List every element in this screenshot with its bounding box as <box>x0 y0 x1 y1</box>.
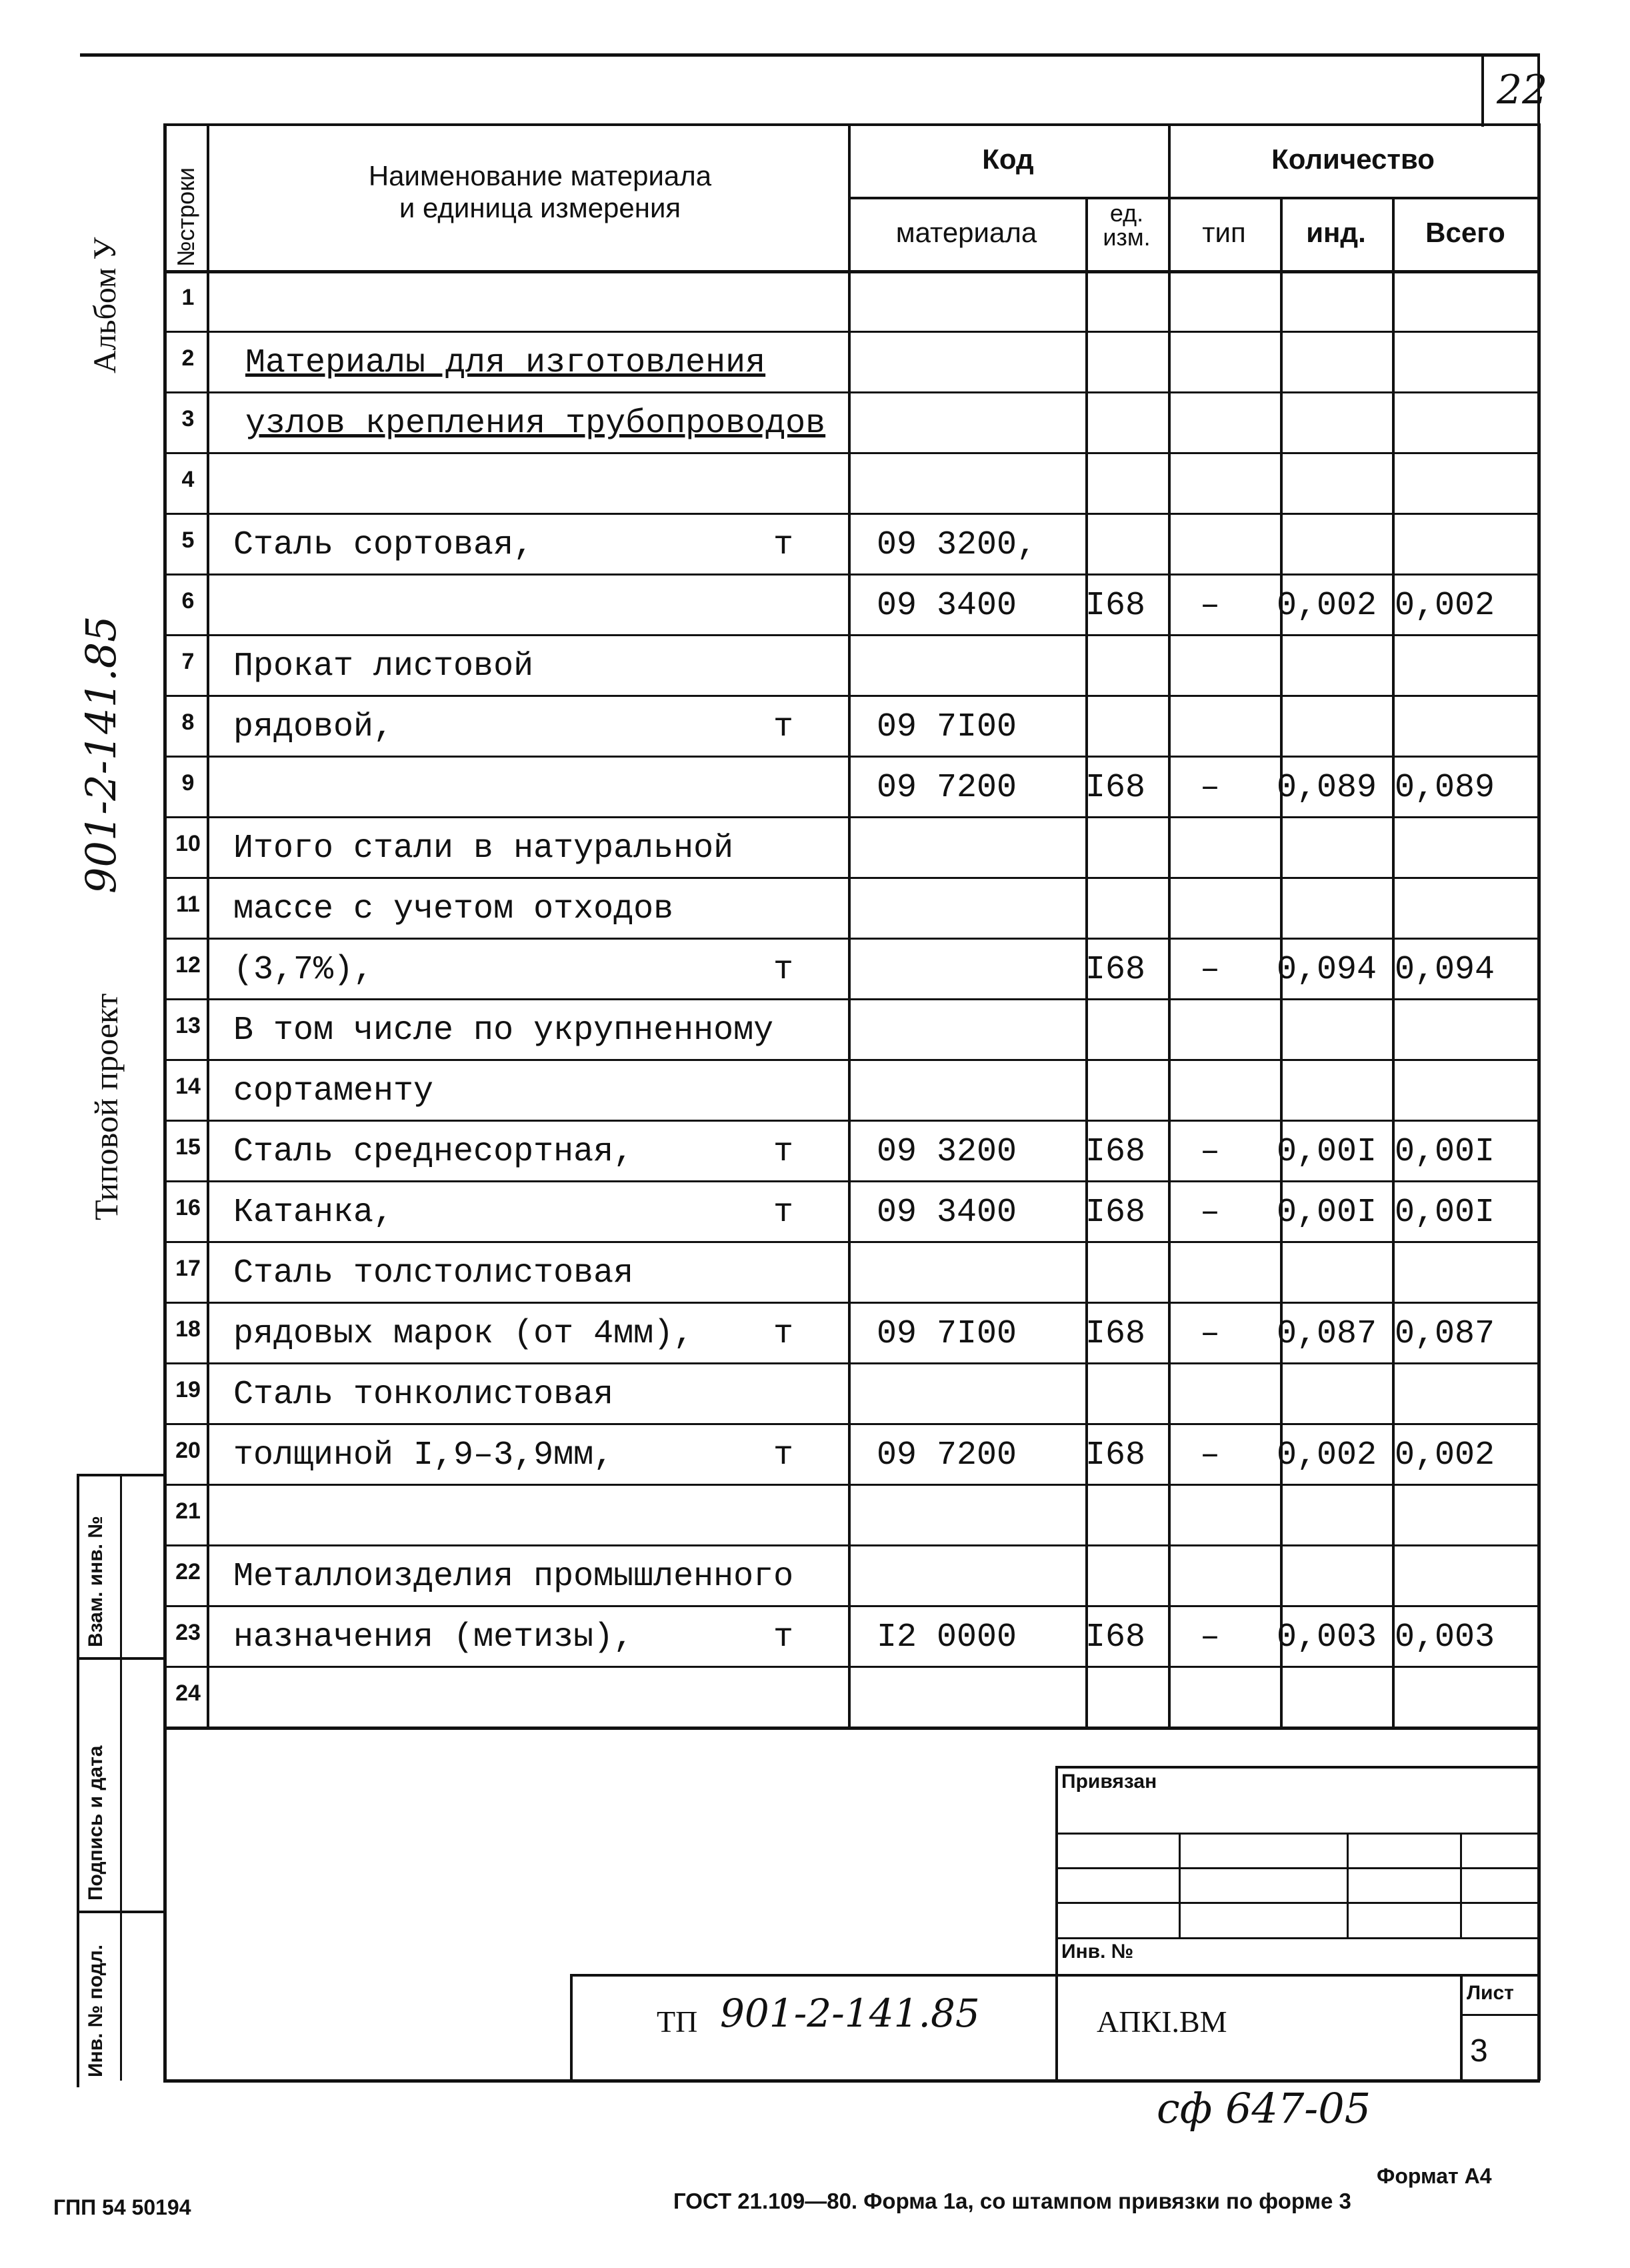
qty-total: 0,003 <box>1395 1618 1495 1656</box>
row-divider <box>163 513 1540 515</box>
qty-type: – <box>1200 1436 1221 1474</box>
unit-code: I68 <box>1085 1194 1146 1232</box>
qty-type: – <box>1200 587 1221 625</box>
row-number: 4 <box>181 467 195 492</box>
qty-type: – <box>1200 951 1221 989</box>
sheet-cell-sep <box>1460 2014 1540 2016</box>
doc-code: АПКI.ВМ <box>1097 2005 1227 2039</box>
material-name: Сталь толстолистовая <box>233 1254 634 1292</box>
unit-of-measure: т <box>773 1133 794 1171</box>
stamp-row-3 <box>1055 1902 1537 1904</box>
sheet-label: Лист <box>1467 1982 1514 2004</box>
qty-type: – <box>1200 1315 1221 1353</box>
qty-total: 0,089 <box>1395 769 1495 807</box>
material-name: сортаменту <box>233 1072 434 1110</box>
qty-total: 0,002 <box>1395 1436 1495 1474</box>
qty-ind: 0,087 <box>1277 1315 1377 1353</box>
stamp-row-4 <box>1055 1937 1537 1939</box>
material-name: Прокат листовой <box>233 648 534 686</box>
top-frame-line <box>80 53 1540 57</box>
frame-left <box>163 123 167 2081</box>
row-divider <box>163 1666 1540 1668</box>
material-name: рядовых марок (от 4мм), <box>233 1315 694 1353</box>
material-code: 09 7200 <box>877 769 1017 807</box>
row-divider <box>163 1423 1540 1425</box>
unit-code: I68 <box>1085 1133 1146 1171</box>
col-code-line <box>848 123 851 1727</box>
unit-of-measure: т <box>773 951 794 989</box>
unit-of-measure: т <box>773 1618 794 1656</box>
qty-type-header: тип <box>1202 217 1246 248</box>
material-code: 09 3200 <box>877 1133 1017 1171</box>
material-name: массе с учетом отходов <box>233 890 674 928</box>
material-code: 09 3400 <box>877 1194 1017 1232</box>
qty-total-header: Всего <box>1425 217 1505 248</box>
row-number: 20 <box>175 1438 201 1463</box>
row-divider <box>163 1120 1540 1122</box>
unit-code: I68 <box>1085 587 1146 625</box>
row-divider <box>163 1544 1540 1546</box>
row-number: 2 <box>181 345 195 371</box>
page-number-box-left <box>1481 53 1484 127</box>
qty-total: 0,002 <box>1395 587 1495 625</box>
qty-total: 0,00I <box>1395 1194 1495 1232</box>
row-divider <box>163 574 1540 576</box>
row-divider <box>163 1302 1540 1304</box>
row-number: 14 <box>175 1074 201 1099</box>
material-code: 09 7I00 <box>877 708 1017 746</box>
stamp-top <box>1055 1766 1537 1769</box>
row-number: 23 <box>175 1620 201 1645</box>
row-number: 9 <box>181 770 195 796</box>
material-name: Сталь среднесортная, <box>233 1133 634 1171</box>
row-number: 15 <box>175 1134 201 1160</box>
qty-type: – <box>1200 1618 1221 1656</box>
material-code: 09 3400 <box>877 587 1017 625</box>
footer-right: ГОСТ 21.109—80. Форма 1а, со штампом привязки по форме 3 <box>673 2189 1351 2213</box>
page-number: 22 <box>1497 67 1548 113</box>
unit-of-measure: т <box>773 1194 794 1232</box>
row-divider <box>163 877 1540 879</box>
stamp-left <box>1055 1766 1058 2083</box>
row-number-header: №строки <box>172 167 199 267</box>
qty-ind: 0,00I <box>1277 1133 1377 1171</box>
material-name: Сталь сортовая, <box>233 526 534 564</box>
privyazan-label: Привязан <box>1061 1771 1157 1793</box>
qty-ind: 0,00I <box>1277 1194 1377 1232</box>
row-number: 16 <box>175 1195 201 1220</box>
row-number: 18 <box>175 1316 201 1342</box>
unit-of-measure: т <box>773 708 794 746</box>
row-number: 19 <box>175 1377 201 1402</box>
material-code: 09 7200 <box>877 1436 1017 1474</box>
row-divider <box>163 1605 1540 1607</box>
row-number: 11 <box>176 892 200 917</box>
tp-prefix: ТП <box>657 2005 698 2039</box>
row-divider <box>163 1241 1540 1243</box>
row-number: 17 <box>175 1256 201 1281</box>
unit-of-measure: т <box>773 1436 794 1474</box>
table-bottom <box>163 1727 1540 1730</box>
row-divider <box>163 634 1540 636</box>
qty-ind: 0,003 <box>1277 1618 1377 1656</box>
row-number: 22 <box>175 1559 201 1584</box>
header-code-qty-split <box>848 197 1538 199</box>
unit-code: I68 <box>1085 1315 1146 1353</box>
material-name: рядовой, <box>233 708 394 746</box>
stamp-col-3 <box>1460 1833 1462 1937</box>
name-header: Наименование материала и единица измерения <box>368 160 712 224</box>
qty-type: – <box>1200 1194 1221 1232</box>
code-unit-header: ед. изм. <box>1103 199 1151 251</box>
title-block-left <box>570 1974 573 2081</box>
frame-header-top <box>163 123 1540 126</box>
handwritten-note: сф 647-05 <box>1157 2084 1371 2133</box>
row-number: 3 <box>181 406 195 431</box>
row-divider <box>163 695 1540 697</box>
sheet-number: 3 <box>1470 2033 1488 2069</box>
material-name: В том числе по укрупненному <box>233 1012 774 1050</box>
margin-inner-line <box>120 1474 122 2081</box>
footer-left: ГПП 54 50194 <box>53 2195 191 2219</box>
unit-code: I68 <box>1085 1618 1146 1656</box>
row-divider <box>163 1180 1540 1182</box>
row-number: 8 <box>181 710 195 735</box>
row-divider <box>163 1362 1540 1364</box>
row-number: 24 <box>175 1680 201 1706</box>
material-code: 09 3200, <box>877 526 1037 564</box>
material-name: (3,7%), <box>233 951 374 989</box>
row-divider <box>163 1059 1540 1061</box>
row-divider <box>163 452 1540 454</box>
unit-code: I68 <box>1085 1436 1146 1474</box>
qty-type: – <box>1200 769 1221 807</box>
stamp-col-1 <box>1179 1833 1181 1937</box>
title-block-top <box>570 1974 1540 1977</box>
frame-right <box>1537 123 1541 2081</box>
material-code: I2 0000 <box>877 1618 1017 1656</box>
qty-total: 0,087 <box>1395 1315 1495 1353</box>
row-divider <box>163 816 1540 818</box>
format-label: Формат А4 <box>1377 2164 1492 2188</box>
row-divider <box>163 331 1540 333</box>
unit-code: I68 <box>1085 951 1146 989</box>
qty-ind-header: инд. <box>1306 217 1366 248</box>
material-name: Катанка, <box>233 1194 394 1232</box>
project-type-label: Типовой проект <box>87 993 125 1220</box>
material-code: 09 7I00 <box>877 1315 1017 1353</box>
row-divider <box>163 391 1540 393</box>
stamp-row-2 <box>1055 1867 1537 1869</box>
unit-of-measure: т <box>773 526 794 564</box>
material-name: толщиной I,9–3,9мм, <box>233 1436 614 1474</box>
material-name: Материалы для изготовления <box>245 344 766 382</box>
album-label: Альбом У <box>87 237 123 373</box>
row-divider <box>163 756 1540 758</box>
row-divider <box>163 998 1540 1000</box>
row-number: 12 <box>175 952 201 978</box>
row-number: 21 <box>175 1498 201 1524</box>
qty-ind: 0,094 <box>1277 951 1377 989</box>
header-bottom <box>163 270 1540 273</box>
tp-number-handwritten: 901-2-141.85 <box>720 1991 980 2036</box>
code-material-header: материала <box>895 217 1037 248</box>
qty-ind: 0,002 <box>1277 587 1377 625</box>
qty-ind: 0,089 <box>1277 769 1377 807</box>
material-name: Металлоизделия промышленного <box>233 1558 794 1596</box>
qty-total: 0,00I <box>1395 1133 1495 1171</box>
material-name: Итого стали в натуральной <box>233 830 734 868</box>
project-number-handwritten: 901-2-141.85 <box>77 616 125 894</box>
sheet-cell-left <box>1460 1974 1463 2081</box>
row-number: 6 <box>181 588 195 614</box>
row-divider <box>163 938 1540 940</box>
col-rownum-line <box>207 123 209 1727</box>
material-name: назначения (метизы), <box>233 1618 634 1656</box>
code-header: Код <box>982 143 1034 175</box>
row-number: 13 <box>175 1013 201 1038</box>
inv-no-label: Инв. № <box>1061 1941 1134 1963</box>
quantity-header: Количество <box>1271 143 1435 175</box>
stamp-row-1 <box>1055 1833 1537 1835</box>
unit-of-measure: т <box>773 1315 794 1353</box>
col-tip-line <box>1168 123 1171 1727</box>
qty-ind: 0,002 <box>1277 1436 1377 1474</box>
row-number: 7 <box>181 649 195 674</box>
qty-total: 0,094 <box>1395 951 1495 989</box>
row-number: 10 <box>175 831 201 856</box>
row-divider <box>163 1484 1540 1486</box>
stamp-col-2 <box>1347 1833 1349 1937</box>
row-number: 1 <box>181 285 195 310</box>
material-name: узлов крепления трубопроводов <box>245 405 826 443</box>
inv-podl-label: Инв. № подл. <box>85 1944 107 2077</box>
vzam-inv-label: Взам. инв. № <box>85 1516 107 1647</box>
qty-type: – <box>1200 1133 1221 1171</box>
material-name: Сталь тонколистовая <box>233 1376 614 1414</box>
signature-date-label: Подпись и дата <box>85 1745 107 1901</box>
unit-code: I68 <box>1085 769 1146 807</box>
frame-bottom <box>163 2079 1540 2083</box>
row-number: 5 <box>181 527 195 553</box>
margin-frame-left <box>77 1474 79 2087</box>
